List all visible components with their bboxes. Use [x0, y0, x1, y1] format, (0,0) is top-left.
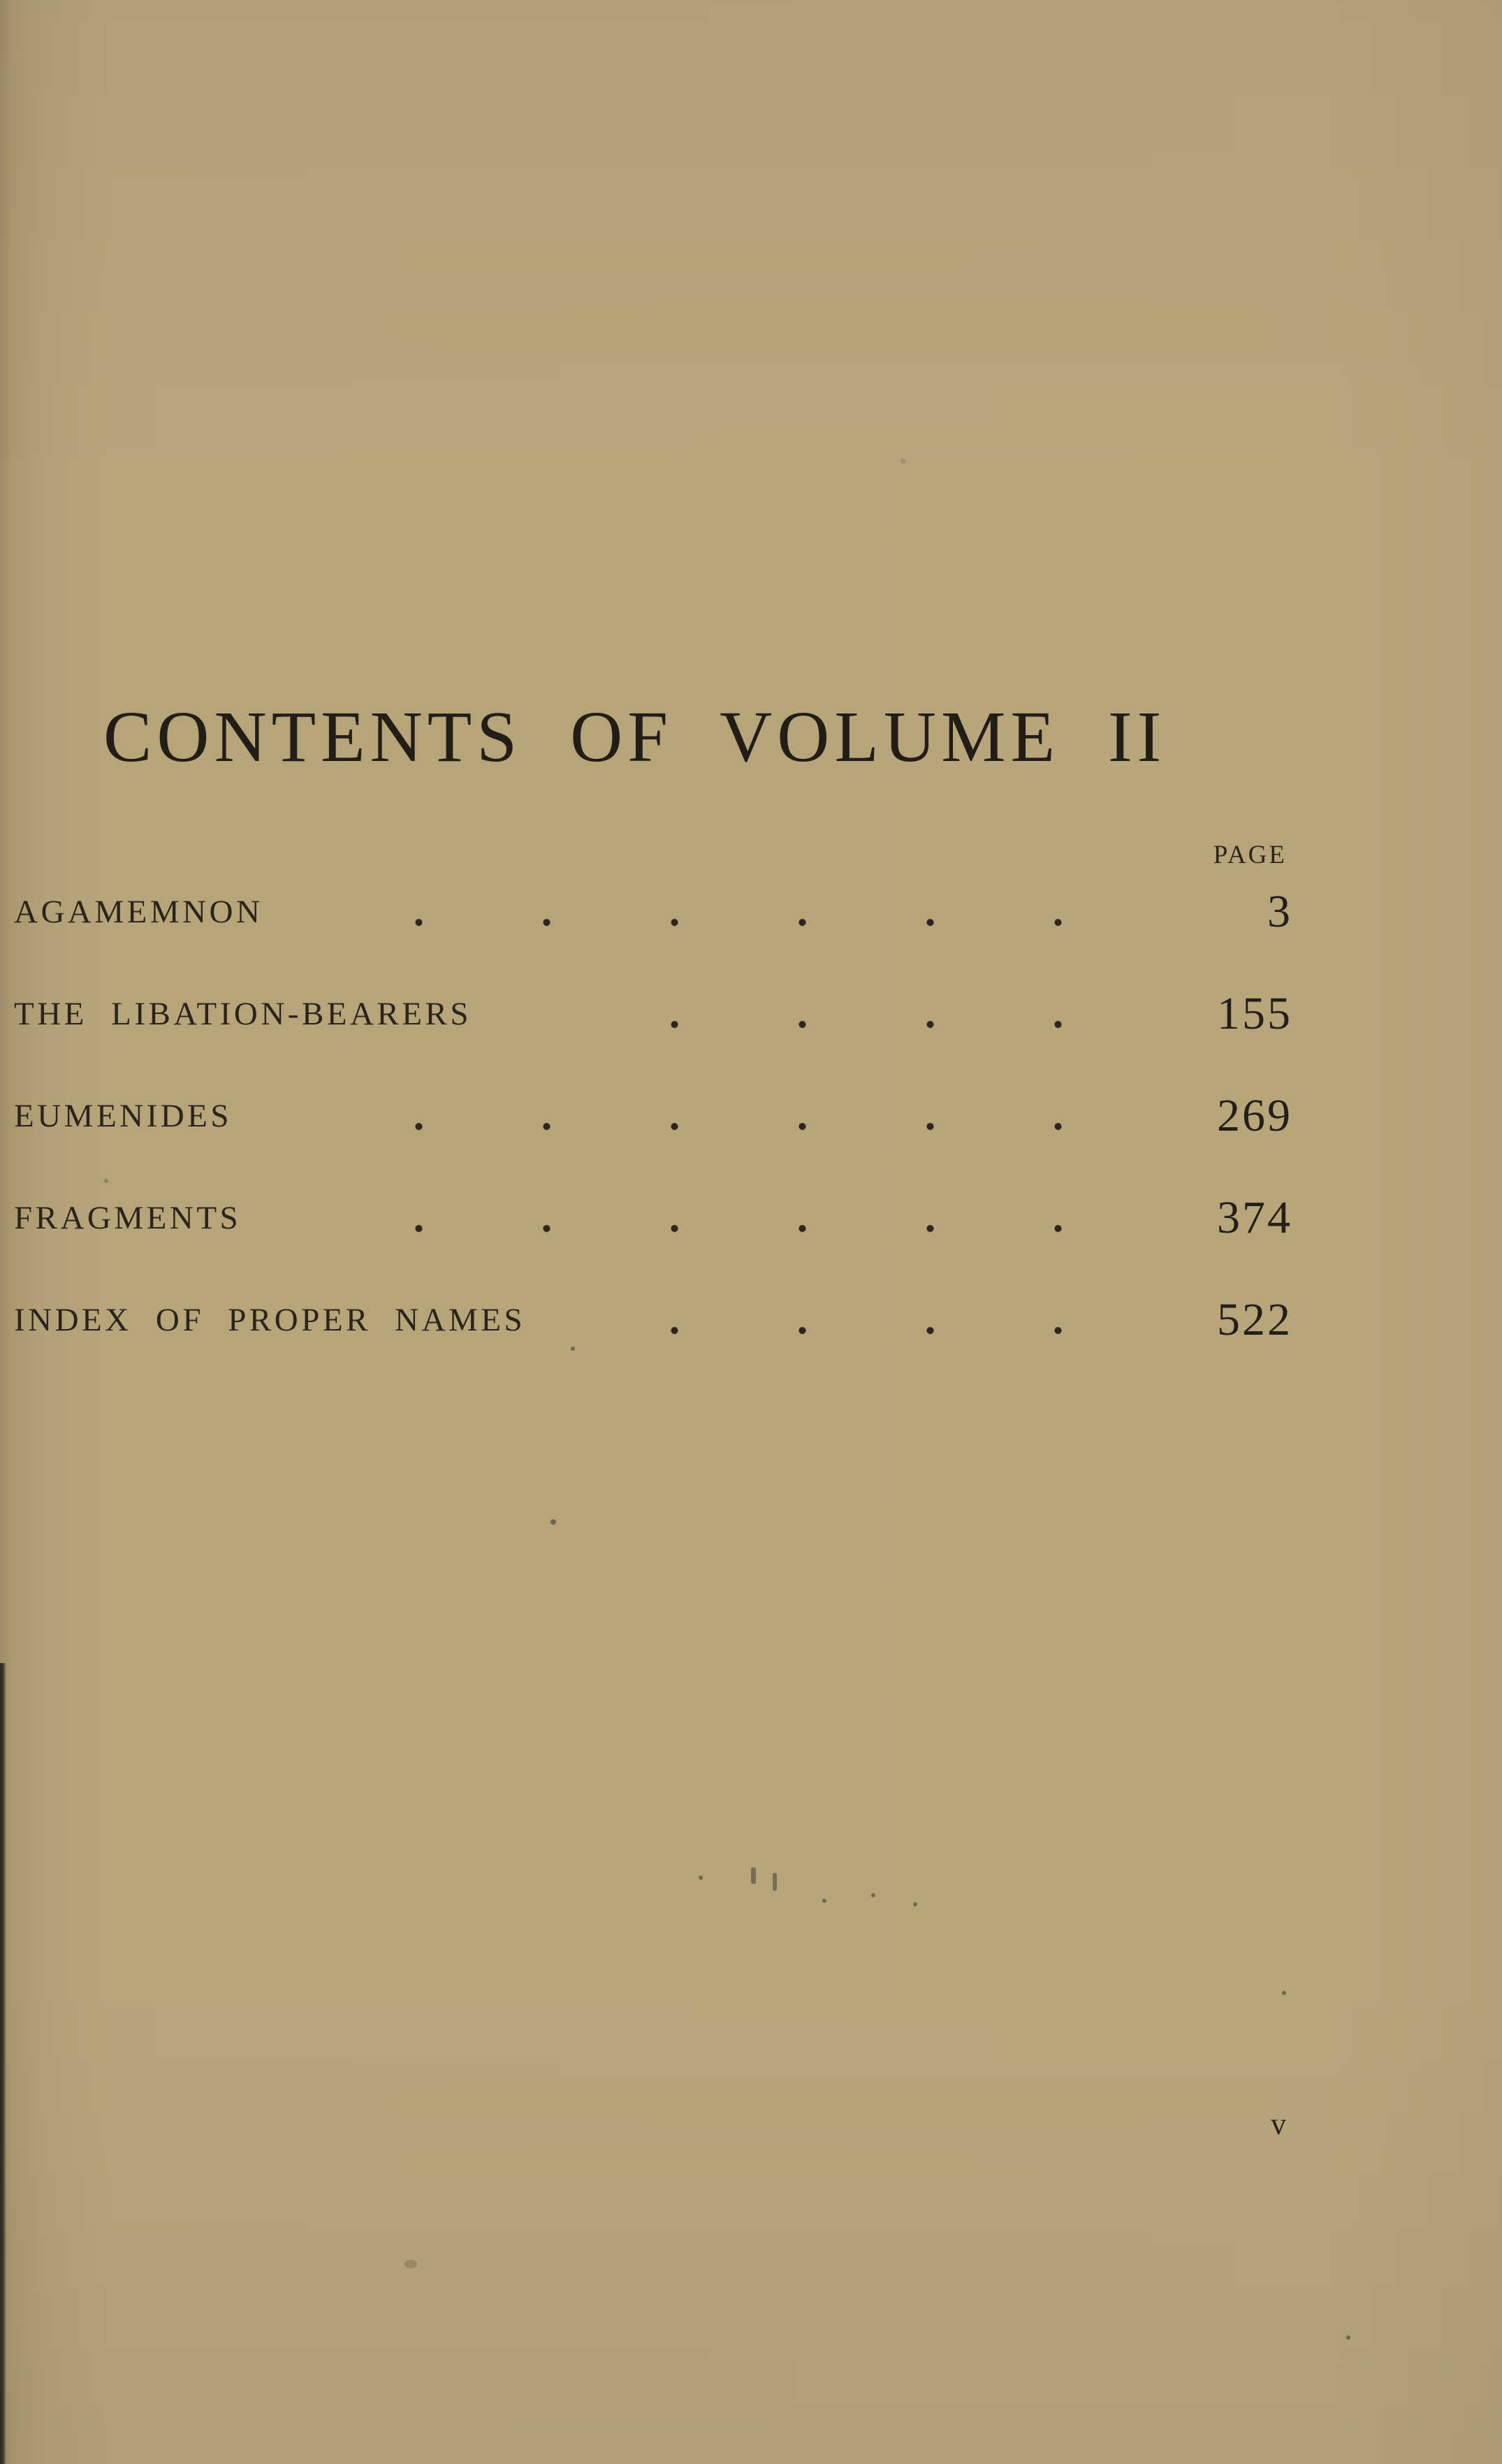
toc-entry-title: THE LIBATION-BEARERS: [14, 996, 472, 1032]
toc-entry-title: INDEX OF PROPER NAMES: [14, 1302, 526, 1338]
toc-entry-fragments: [14, 1190, 1292, 1292]
table-of-contents: [14, 884, 1292, 1394]
toc-entry-agamemnon: [14, 884, 1292, 986]
dot-leader: [355, 912, 1179, 933]
toc-entry-index: [14, 1292, 1292, 1394]
toc-entry-title: EUMENIDES: [14, 1098, 233, 1134]
toc-entry-page: 374: [1217, 1192, 1292, 1243]
page-column-header: PAGE: [1213, 841, 1287, 869]
toc-entry-page: 522: [1217, 1294, 1292, 1345]
dot-leader: [611, 1320, 1179, 1341]
toc-entry-title: FRAGMENTS: [14, 1200, 242, 1236]
toc-entry-title: AGAMEMNON: [14, 894, 263, 930]
toc-entry-eumenides: [14, 1088, 1292, 1190]
toc-entry-libation-bearers: [14, 986, 1292, 1088]
toc-entry-page: 3: [1267, 886, 1292, 937]
dot-leader: [611, 1014, 1179, 1035]
page-title: CONTENTS OF VOLUME II: [103, 697, 1167, 777]
dot-leader: [355, 1218, 1179, 1239]
toc-entry-page: 155: [1217, 988, 1292, 1039]
folio-page-number: v: [1271, 2107, 1286, 2141]
dot-leader: [355, 1116, 1179, 1137]
toc-entry-page: 269: [1217, 1090, 1292, 1141]
binding-shadow: [0, 1663, 6, 2464]
